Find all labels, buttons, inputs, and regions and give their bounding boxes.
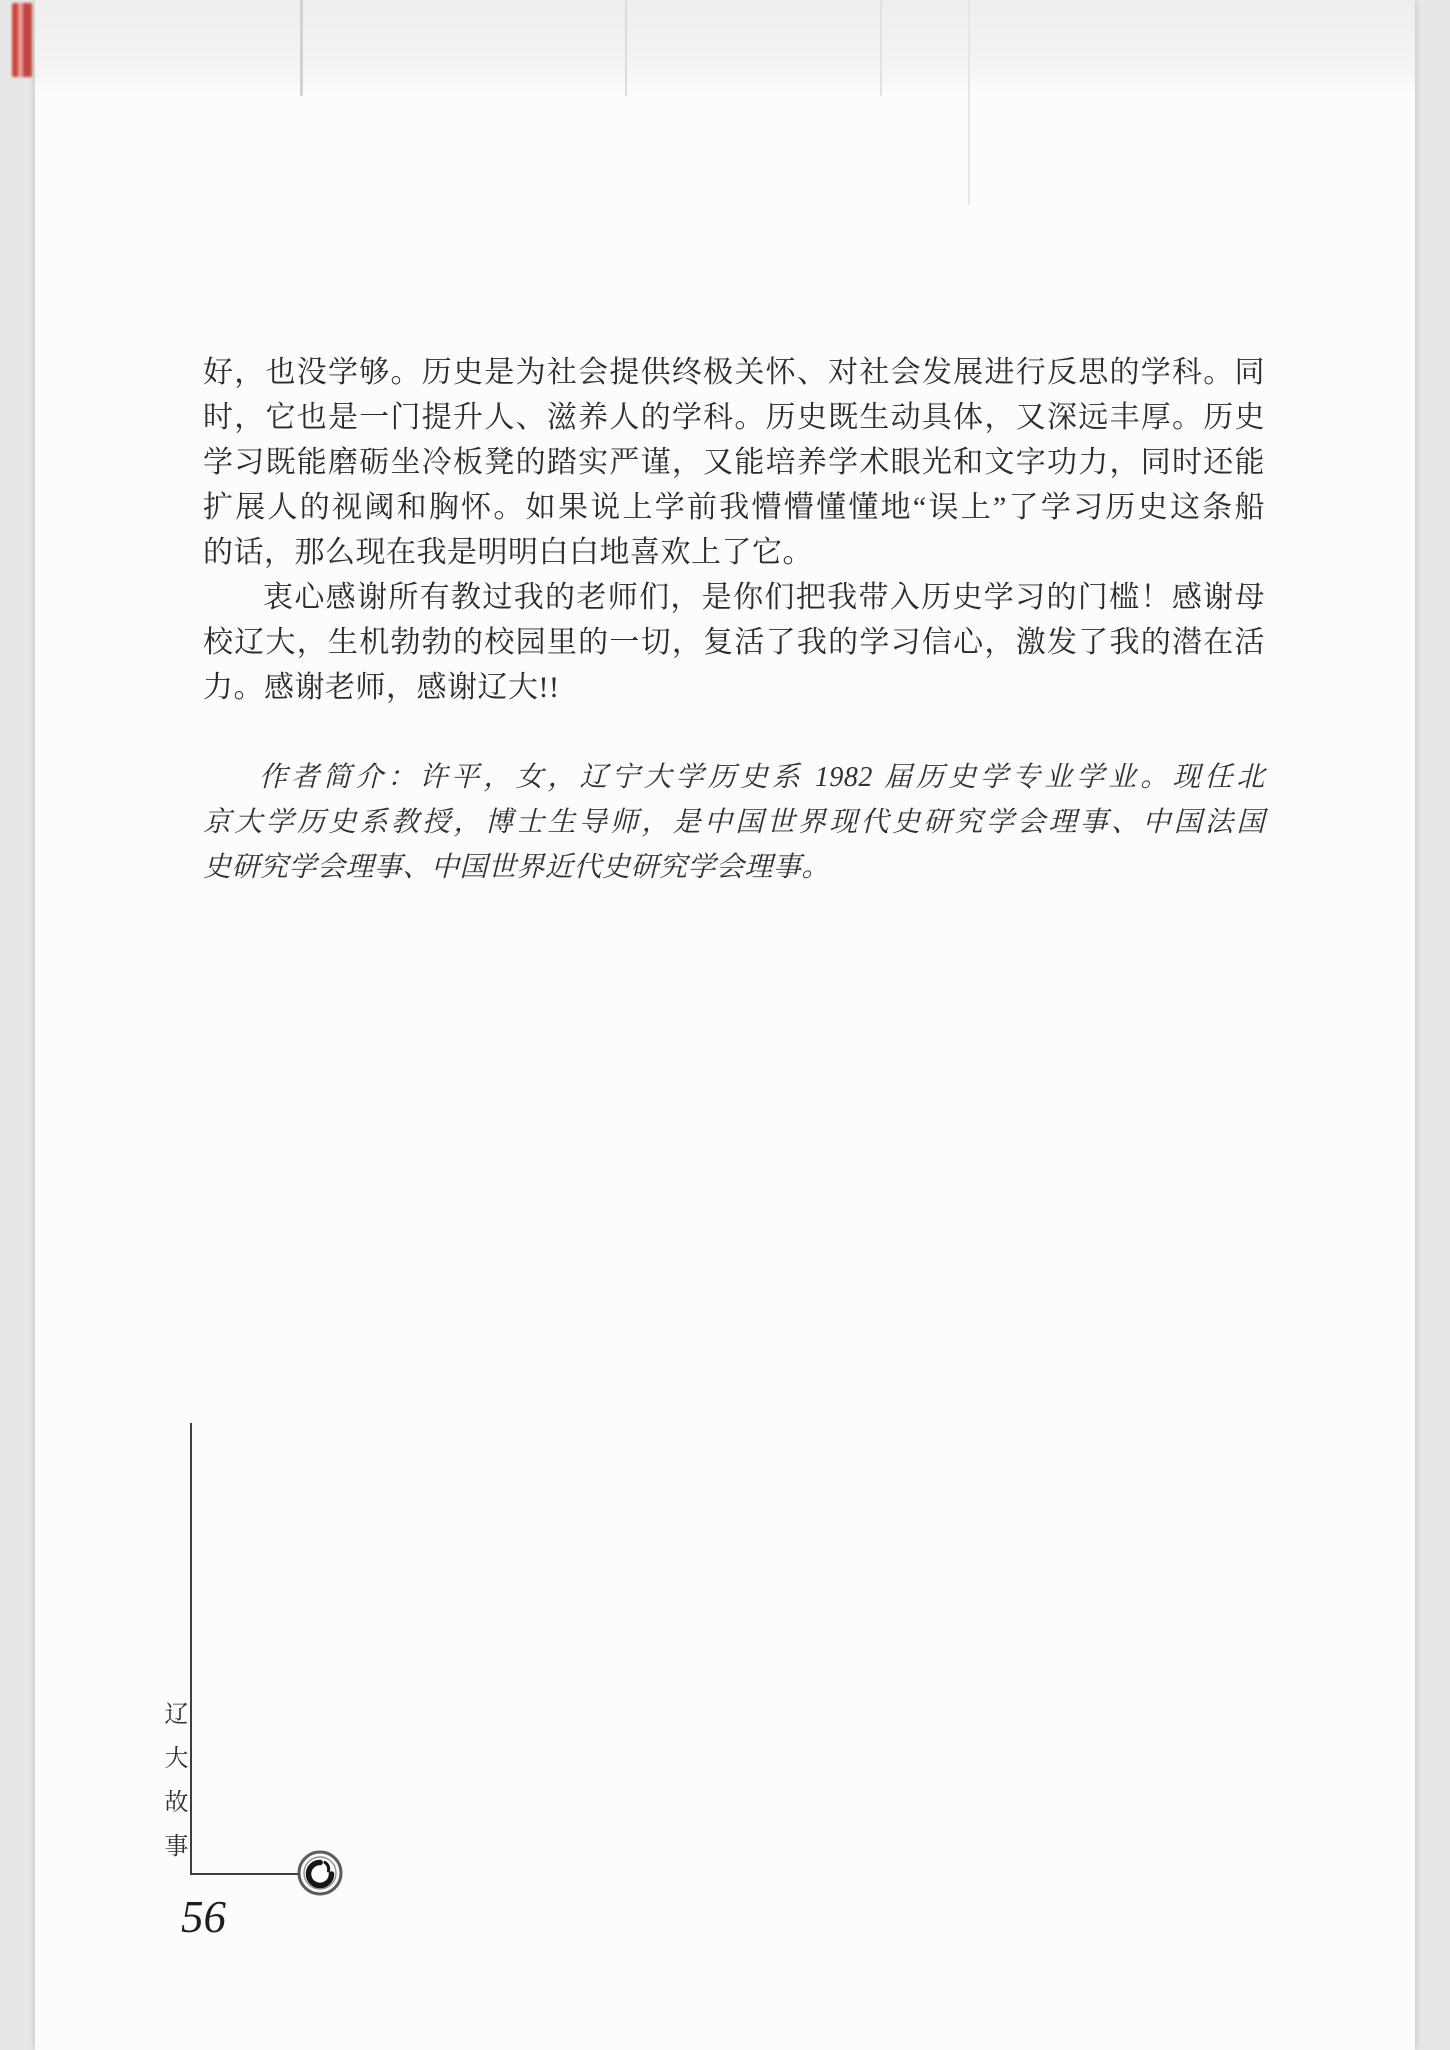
scan-streak [625, 0, 627, 96]
paragraph-1 [203, 350, 1265, 575]
series-logo-icon [296, 1849, 344, 1897]
text-line: 好，也没学够。历史是为社会提供终极关怀、对社会发展进行反思的学科。同 [203, 356, 1265, 389]
text-line: 作者简介：许平，女，辽宁大学历史系 1982 届历史学专业学业。现任北 [259, 762, 1265, 793]
scan-streak [880, 0, 882, 96]
text-line: 力。感谢老师，感谢辽大!! [203, 671, 560, 704]
text-line: 史研究学会理事、中国世界近代史研究学会理事。 [203, 852, 831, 883]
sidebar-series-title: 辽大故事 [160, 1701, 187, 1877]
text-line: 京大学历史系教授，博士生导师，是中国世界现代史研究学会理事、中国法国 [203, 807, 1265, 838]
red-scan-artifact [12, 3, 32, 77]
paragraph-2 [203, 575, 1265, 710]
scanner-edge-strip [35, 0, 1415, 96]
text-line: 衷心感谢所有教过我的老师们，是你们把我带入历史学习的门槛！感谢母 [263, 581, 1265, 614]
body-text [203, 350, 1265, 890]
text-line: 学习既能磨砺坐冷板凳的踏实严谨，又能培养学术眼光和文字功力，同时还能 [203, 446, 1265, 479]
scan-streak [300, 0, 303, 96]
book-page [35, 0, 1415, 2050]
text-line: 时，它也是一门提升人、滋养人的学科。历史既生动具体，又深远丰厚。历史 [203, 401, 1265, 434]
page-number: 56 [181, 1892, 226, 1942]
text-line: 的话，那么现在我是明明白白地喜欢上了它。 [203, 536, 813, 569]
scan-streak [968, 0, 970, 205]
text-line: 扩展人的视阈和胸怀。如果说上学前我懵懵懂懂地“误上”了学习历史这条船 [203, 491, 1265, 524]
sidebar-rule [190, 1423, 300, 1875]
author-bio [203, 755, 1265, 890]
text-line: 校辽大，生机勃勃的校园里的一切，复活了我的学习信心，激发了我的潜在活 [203, 626, 1265, 659]
